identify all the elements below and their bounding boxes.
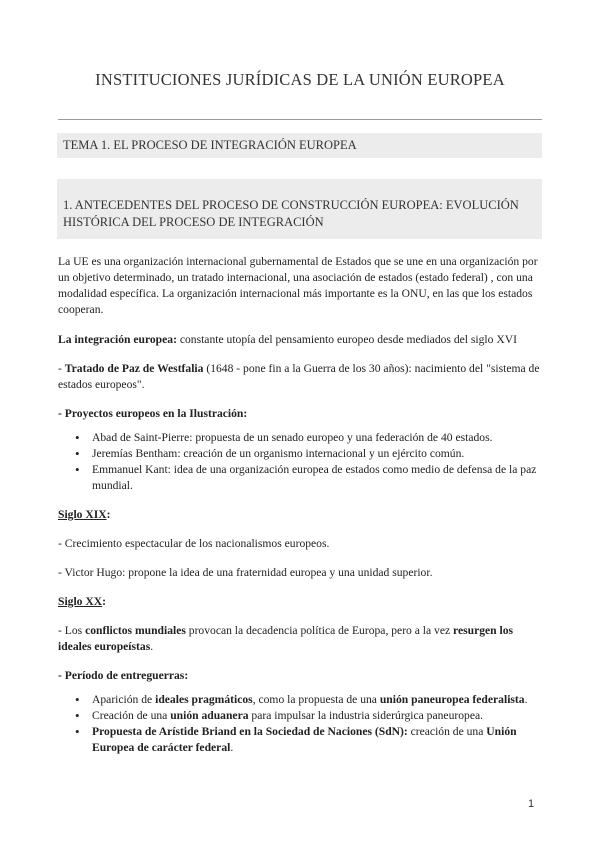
siglo-xx-bold: resurgen los ideales europeístas bbox=[58, 624, 514, 653]
list-item: • Jeremías Bentham: creación de un organismo internacional y un ejército común. bbox=[58, 446, 542, 462]
siglo-xx-paragraph bbox=[58, 623, 542, 655]
westfalia-text: (1648 - pone fin a la Guerra de los 30 años): nacimiento del "sistema de estados europeos". bbox=[58, 362, 540, 391]
ilustracion-heading-text: - Proyectos europeos en la Ilustración: bbox=[58, 407, 248, 420]
title-divider bbox=[58, 119, 542, 120]
item-text: para impulsar la industria siderúrgica paneuropea. bbox=[248, 709, 484, 722]
item-bold: unión paneuropea federalista bbox=[379, 693, 525, 706]
siglo-xx-text: provocan la decadencia política de Europa, pero a la vez bbox=[185, 624, 454, 637]
siglo-xx-text: - Los bbox=[58, 624, 86, 637]
ilustracion-heading bbox=[58, 406, 542, 422]
item-text: . bbox=[524, 693, 528, 706]
list-item bbox=[58, 708, 542, 724]
intro-paragraph: La UE es una organización internacional gubernamental de Estados que se une en una organización por un objetivo determinado, un tratado internacional, una asociación de estados (estado federal) , con una modalidad específica. La organización internacional más importante es la ONU, en las que los estados cooperan. bbox=[58, 255, 538, 316]
siglo-xix-heading-text: Siglo XIX bbox=[58, 508, 107, 521]
item-bold: Propuesta de Arístide Briand en la Sociedad de Naciones (SdN): bbox=[92, 725, 408, 738]
entreguerras-list bbox=[58, 692, 542, 756]
item-text: . bbox=[230, 741, 234, 754]
westfalia-paragraph bbox=[58, 361, 542, 393]
item-bold: Unión Europea de carácter federal bbox=[92, 725, 517, 754]
siglo-xix-colon: : bbox=[106, 508, 111, 521]
list-item bbox=[58, 692, 542, 708]
list-item: • Emmanuel Kant: idea de una organización europea de estados como medio de defensa de la paz mundial. bbox=[58, 462, 542, 494]
item-text: , como la propuesta de una bbox=[252, 693, 380, 706]
item-text: creación de una bbox=[407, 725, 487, 738]
integracion-text: constante utopía del pensamiento europeo desde mediados del siglo XVI bbox=[176, 333, 517, 346]
section-heading: 1. ANTECEDENTES DEL PROCESO DE CONSTRUCCIÓN EUROPEA: EVOLUCIÓN HISTÓRICA DEL PROCESO DE INTEGRACIÓN bbox=[57, 179, 542, 239]
siglo-xx-colon: : bbox=[102, 595, 107, 608]
siglo-xix-item: - Victor Hugo: propone la idea de una fraternidad europea y una unidad superior. bbox=[58, 566, 433, 579]
item-bold: ideales pragmáticos bbox=[155, 693, 253, 706]
westfalia-prefix: - bbox=[58, 362, 65, 375]
integracion-paragraph bbox=[58, 332, 542, 348]
entreguerras-heading-text: - Período de entreguerras: bbox=[58, 669, 189, 682]
page-number: 1 bbox=[528, 798, 535, 810]
document-title: INSTITUCIONES JURÍDICAS DE LA UNIÓN EUROPEA bbox=[95, 70, 505, 89]
siglo-xx-bold: conflictos mundiales bbox=[85, 624, 186, 637]
tema-heading: TEMA 1. EL PROCESO DE INTEGRACIÓN EUROPEA bbox=[57, 133, 542, 158]
siglo-xix-item: - Crecimiento espectacular de los nacionalismos europeos. bbox=[58, 537, 330, 550]
item-text: Aparición de bbox=[92, 693, 156, 706]
item-bold: unión aduanera bbox=[170, 709, 249, 722]
document-body bbox=[58, 254, 542, 769]
list-item bbox=[58, 724, 542, 756]
entreguerras-heading bbox=[58, 668, 542, 684]
westfalia-label: Tratado de Paz de Westfalia bbox=[64, 362, 204, 375]
siglo-xx-heading bbox=[58, 594, 542, 610]
siglo-xix-heading bbox=[58, 507, 542, 523]
ilustracion-list bbox=[58, 430, 542, 494]
siglo-xx-text: . bbox=[150, 640, 154, 653]
siglo-xx-heading-text: Siglo XX bbox=[58, 595, 103, 608]
integracion-label: La integración europea: bbox=[58, 333, 177, 346]
list-item: • Abad de Saint-Pierre: propuesta de un senado europeo y una federación de 40 estados. bbox=[58, 430, 542, 446]
item-text: Creación de una bbox=[92, 709, 171, 722]
